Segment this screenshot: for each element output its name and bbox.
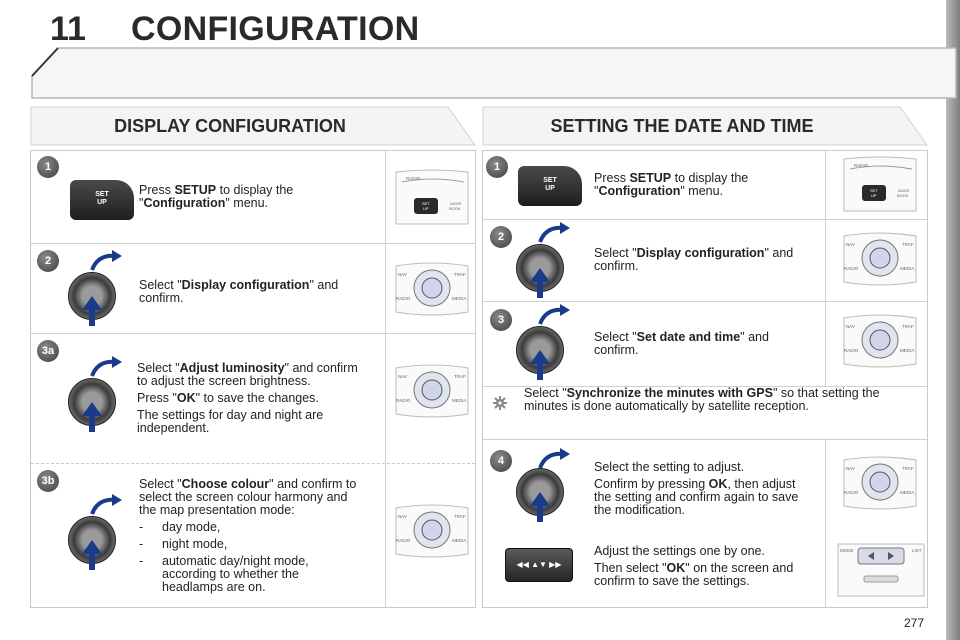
seek-buttons-icon[interactable]: ◀◀ ▲▼ ▶▶ xyxy=(505,548,573,582)
step-badge-1: 1 xyxy=(486,156,508,178)
svg-text:NAV: NAV xyxy=(846,466,855,471)
svg-text:MEDIA: MEDIA xyxy=(900,490,915,495)
svg-text:BOOK: BOOK xyxy=(449,206,461,211)
svg-text:TRAF: TRAF xyxy=(902,242,914,247)
svg-text:TRAF: TRAF xyxy=(902,324,914,329)
step-badge-2: 2 xyxy=(37,250,59,272)
right-step2-text: Select "Display configuration" and confirm. xyxy=(594,246,794,273)
svg-text:RADIO: RADIO xyxy=(844,490,859,495)
right-step1-text: Press SETUP to display the "Configuration" menu. xyxy=(594,171,749,198)
step-badge-3a: 3a xyxy=(37,340,59,362)
svg-text:RADIO: RADIO xyxy=(396,538,411,543)
press-arrow-icon xyxy=(528,350,552,380)
step-badge-3: 3 xyxy=(490,309,512,331)
rotate-arrow-icon xyxy=(536,222,572,244)
step-badge-4: 4 xyxy=(490,450,512,472)
svg-text:MEDIA: MEDIA xyxy=(900,348,915,353)
svg-text:UP: UP xyxy=(871,193,877,198)
svg-text:MODE: MODE xyxy=(840,548,854,553)
svg-text:RADIO: RADIO xyxy=(844,348,859,353)
svg-text:SET: SET xyxy=(422,201,430,206)
svg-text:MEDIA: MEDIA xyxy=(452,296,467,301)
step-badge-3b: 3b xyxy=(37,470,59,492)
gps-sync-tip: Select "Synchronize the minutes with GPS" so that setting the minutes is done automatically by satellite reception. xyxy=(524,386,880,413)
colour-mode-bullet-3: - xyxy=(139,554,144,568)
colour-mode-item-auto: automatic day/night mode, according to whether the headlamps are on. xyxy=(162,554,309,594)
rotate-arrow-icon xyxy=(88,250,124,272)
step-badge-2: 2 xyxy=(490,226,512,248)
rotate-arrow-icon xyxy=(536,448,572,470)
svg-text:MEDIA: MEDIA xyxy=(900,266,915,271)
nav-dial-illustration xyxy=(392,500,472,560)
svg-text:NAV: NAV xyxy=(398,374,407,379)
nav-dial-illustration xyxy=(392,360,472,420)
rotate-arrow-icon xyxy=(88,356,124,378)
svg-text:RADIO: RADIO xyxy=(844,266,859,271)
setup-label-2: UP xyxy=(97,199,107,206)
nav-dial-illustration xyxy=(840,452,920,512)
press-arrow-icon xyxy=(528,492,552,522)
colour-mode-bullet-1: - xyxy=(139,520,144,534)
left-step3a-text: Select "Adjust luminosity" and confirm to adjust the screen brightness. Press "OK" to save the changes. The settings for day and night are independent. xyxy=(137,361,358,435)
rotate-arrow-icon xyxy=(536,304,572,326)
left-section-title: DISPLAY CONFIGURATION xyxy=(114,116,346,136)
svg-text:NAV: NAV xyxy=(398,514,407,519)
left-step2-text: Select "Display configuration" and confirm. xyxy=(139,278,339,305)
svg-text:RADIO: RADIO xyxy=(854,163,869,168)
svg-text:TRAF: TRAF xyxy=(454,514,466,519)
setup-panel-illustration xyxy=(840,155,920,215)
step-badge-1: 1 xyxy=(37,156,59,178)
chapter-title: CONFIGURATION xyxy=(131,10,420,48)
colour-mode-item-night: night mode, xyxy=(162,537,228,551)
press-arrow-icon xyxy=(528,268,552,298)
right-step3-text: Select "Set date and time" and confirm. xyxy=(594,330,769,357)
colour-mode-bullet-2: - xyxy=(139,537,144,551)
svg-text:TRAF: TRAF xyxy=(454,374,466,379)
right-section-heading xyxy=(482,106,882,144)
nav-dial-illustration xyxy=(392,258,472,318)
rotate-arrow-icon xyxy=(88,494,124,516)
svg-text:TRAF: TRAF xyxy=(454,272,466,277)
svg-text:ADDR: ADDR xyxy=(898,188,910,193)
svg-text:LIST: LIST xyxy=(912,548,922,553)
press-arrow-icon xyxy=(80,402,104,432)
right-step4-text: Select the setting to adjust. Confirm by pressing OK, then adjust the setting and confirm again to save the modification. xyxy=(594,460,799,517)
page-number: 277 xyxy=(904,616,925,630)
press-arrow-icon xyxy=(80,540,104,570)
svg-text:ADDR: ADDR xyxy=(450,201,462,206)
svg-text:MEDIA: MEDIA xyxy=(452,398,467,403)
svg-text:RADIO: RADIO xyxy=(406,176,421,181)
setup-label-1: SET xyxy=(95,191,109,198)
right-step4-text-2: Adjust the settings one by one. Then select "OK" on the screen and confirm to save the settings. xyxy=(594,544,794,588)
svg-text:TRAF: TRAF xyxy=(902,466,914,471)
right-section-title: SETTING THE DATE AND TIME xyxy=(550,116,814,136)
chapter-header-frame xyxy=(30,46,958,100)
svg-text:SET: SET xyxy=(870,188,878,193)
svg-text:NAV: NAV xyxy=(846,242,855,247)
left-step3b-text: Select "Choose colour" and confirm to select the screen colour harmony and the map presentation mode: xyxy=(139,477,357,517)
front-panel-illustration xyxy=(836,540,926,600)
gear-icon xyxy=(493,396,507,410)
setup-button[interactable] xyxy=(70,180,134,220)
svg-text:UP: UP xyxy=(423,206,429,211)
press-arrow-icon xyxy=(80,296,104,326)
setup-button[interactable] xyxy=(518,166,582,206)
colour-mode-item-day: day mode, xyxy=(162,520,221,534)
setup-label-2: UP xyxy=(545,185,555,192)
svg-text:BOOK: BOOK xyxy=(897,193,909,198)
nav-dial-illustration xyxy=(840,310,920,370)
setup-label-1: SET xyxy=(543,177,557,184)
svg-text:RADIO: RADIO xyxy=(396,398,411,403)
chapter-number: 11 xyxy=(50,10,86,48)
setup-panel-illustration xyxy=(392,168,472,228)
svg-text:NAV: NAV xyxy=(846,324,855,329)
left-section-heading xyxy=(30,106,430,144)
left-step1-text: Press SETUP to display the "Configuration" menu. xyxy=(139,183,294,210)
nav-dial-illustration xyxy=(840,228,920,288)
svg-text:NAV: NAV xyxy=(398,272,407,277)
svg-text:RADIO: RADIO xyxy=(396,296,411,301)
svg-text:MEDIA: MEDIA xyxy=(452,538,467,543)
